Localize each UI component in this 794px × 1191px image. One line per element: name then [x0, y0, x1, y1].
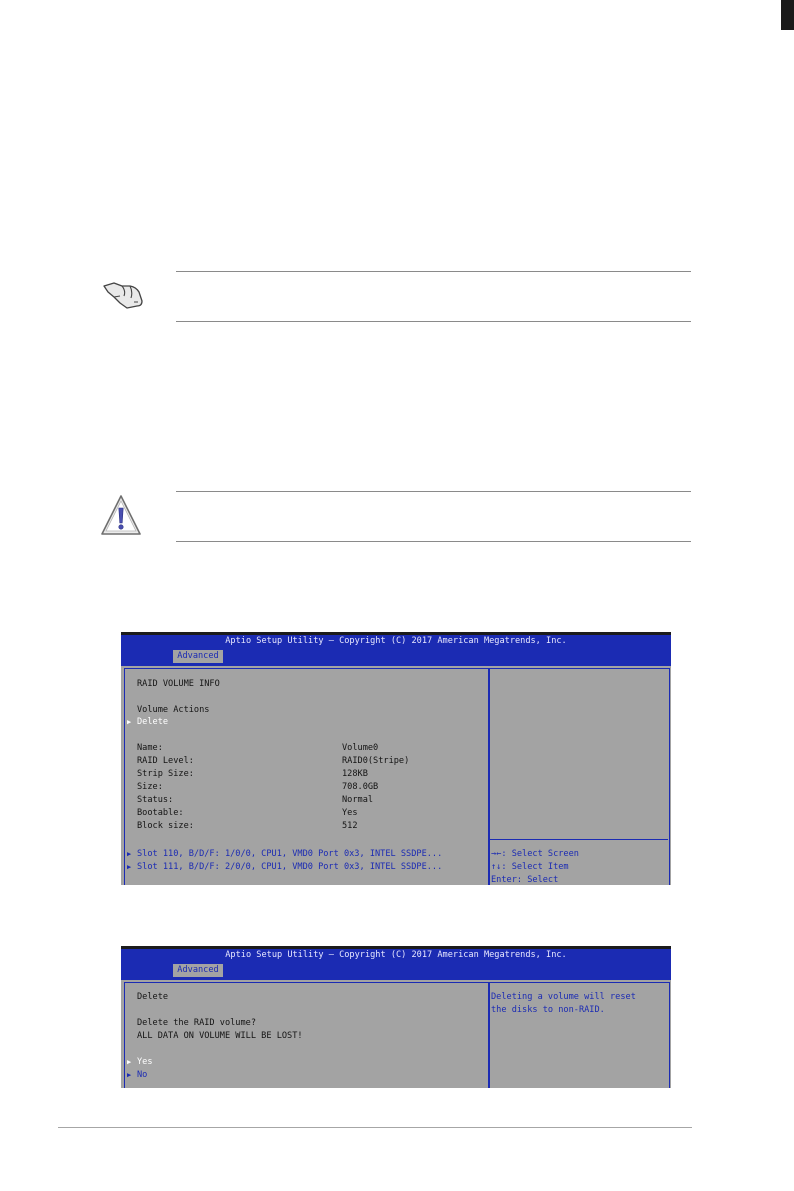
volume-actions-label: Volume Actions: [137, 705, 210, 715]
submenu-arrow-icon: ▶: [127, 1058, 132, 1066]
section-heading: RAID VOLUME INFO: [137, 679, 220, 689]
option-yes[interactable]: Yes: [137, 1057, 153, 1067]
field-label: Status:: [137, 795, 174, 805]
field-value: Normal: [342, 795, 374, 805]
help-line: Deleting a volume will reset: [491, 992, 636, 1002]
slot-110-item[interactable]: Slot 110, B/D/F: 1/0/0, CPU1, VMD0 Port 0x3, INTEL SSDPE...: [137, 849, 443, 859]
caution-top-rule: [176, 491, 691, 492]
submenu-arrow-icon: ▶: [127, 850, 132, 858]
bios-raid-volume-info-screen: [121, 632, 671, 885]
page-edge-tab: [781, 0, 794, 30]
delete-question: Delete the RAID volume?: [137, 1018, 256, 1028]
field-value: 128KB: [342, 769, 368, 779]
help-line: the disks to non-RAID.: [491, 1005, 605, 1015]
field-label: Strip Size:: [137, 769, 194, 779]
field-value: Volume0: [342, 743, 379, 753]
footer-rule: [58, 1127, 692, 1128]
note-bottom-rule: [176, 321, 691, 322]
field-value: 708.0GB: [342, 782, 379, 792]
submenu-arrow-icon: ▶: [127, 863, 132, 871]
help-line: ↑↓: Select Item: [491, 862, 569, 872]
field-label: Block size:: [137, 821, 194, 831]
help-line: Enter: Select: [491, 875, 559, 885]
field-value: Yes: [342, 808, 358, 818]
hand-note-icon: [100, 278, 144, 312]
bios-delete-screen: [121, 946, 671, 1088]
submenu-arrow-icon: ▶: [127, 718, 132, 726]
field-value: RAID0(Stripe): [342, 756, 410, 766]
data-loss-warning: ALL DATA ON VOLUME WILL BE LOST!: [137, 1031, 303, 1041]
field-label: Name:: [137, 743, 163, 753]
field-label: RAID Level:: [137, 756, 194, 766]
tab-advanced[interactable]: Advanced: [173, 650, 223, 663]
field-label: Size:: [137, 782, 163, 792]
caution-bottom-rule: [176, 541, 691, 542]
caution-icon: [99, 492, 143, 538]
tab-advanced[interactable]: Advanced: [173, 964, 223, 977]
bios-title: Aptio Setup Utility – Copyright (C) 2017 American Megatrends, Inc.: [225, 950, 567, 960]
field-value: 512: [342, 821, 358, 831]
submenu-arrow-icon: ▶: [127, 1071, 132, 1079]
note-top-rule: [176, 271, 691, 272]
slot-111-item[interactable]: Slot 111, B/D/F: 2/0/0, CPU1, VMD0 Port 0x3, INTEL SSDPE...: [137, 862, 443, 872]
delete-menu-item[interactable]: Delete: [137, 717, 169, 727]
section-heading: Delete: [137, 992, 169, 1002]
help-separator: [490, 839, 668, 840]
help-line: →←: Select Screen: [491, 849, 579, 859]
option-no[interactable]: No: [137, 1070, 148, 1080]
field-label: Bootable:: [137, 808, 184, 818]
bios-title: Aptio Setup Utility – Copyright (C) 2017 American Megatrends, Inc.: [225, 636, 567, 646]
